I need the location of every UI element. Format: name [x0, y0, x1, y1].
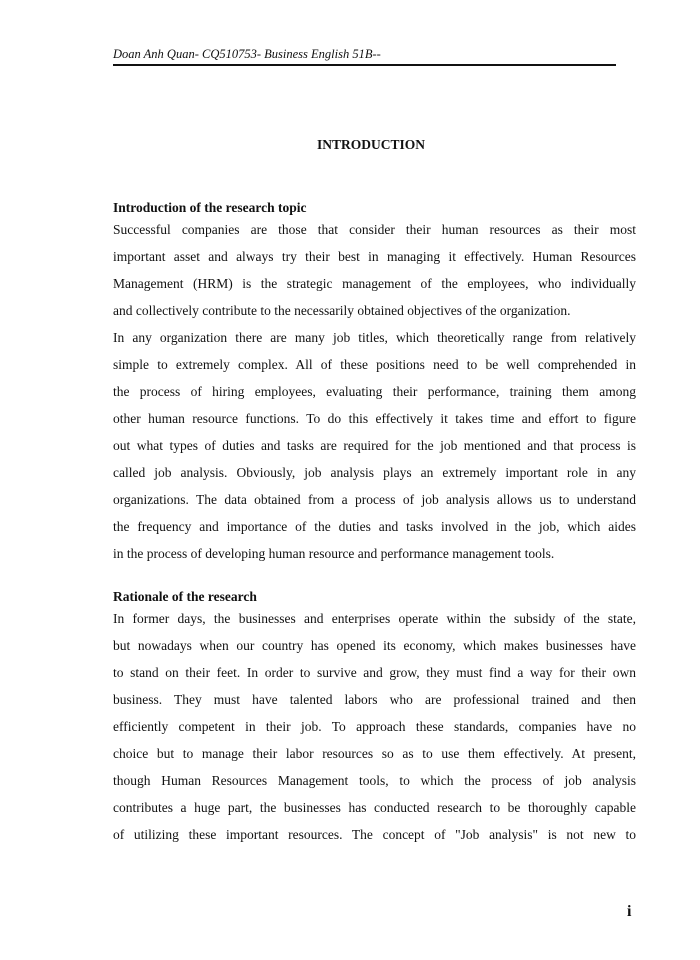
body-text-line: the frequency and importance of the duties and tasks involved in the job, which aides [113, 519, 636, 534]
body-text-line: In any organization there are many job titles, which theoretically range from relatively [113, 330, 636, 345]
body-text-line: In former days, the businesses and enterprises operate within the subsidy of the state, [113, 611, 636, 626]
page-title: INTRODUCTION [316, 137, 425, 152]
body-text-line: though Human Resources Management tools, to which the process of job analysis [113, 773, 636, 788]
section-heading-introduction: Introduction of the research topic [113, 200, 307, 215]
body-text-line: Successful companies are those that consider their human resources as their most [113, 222, 636, 237]
body-text-line: choice but to manage their labor resources so as to use them effectively. At present, [113, 746, 636, 761]
body-text-line: out what types of duties and tasks are required for the job mentioned and that process is [113, 438, 636, 453]
body-text-line: the process of hiring employees, evaluating their performance, training them among [113, 384, 636, 399]
body-text-line: of utilizing these important resources. The concept of "Job analysis" is not new to [113, 827, 636, 842]
body-text-line: in the process of developing human resource and performance management tools. [113, 546, 555, 561]
body-text-line: and collectively contribute to the necessarily obtained objectives of the organization. [113, 303, 571, 318]
body-text-line: simple to extremely complex. All of these positions need to be well comprehended in [113, 357, 636, 372]
body-text-line: but nowadays when our country has opened its economy, which makes businesses have [113, 638, 636, 653]
body-text-line: organizations. The data obtained from a process of job analysis allows us to understand [113, 492, 636, 507]
body-text-line: contributes a huge part, the businesses has conducted research to be thoroughly capable [113, 800, 636, 815]
body-text-line: other human resource functions. To do this effectively it takes time and effort to figure [113, 411, 636, 426]
body-text-line: called job analysis. Obviously, job analysis plays an extremely important role in any [113, 465, 636, 480]
body-text-line: to stand on their feet. In order to survive and grow, they must find a way for their own [113, 665, 636, 680]
page-header: Doan Anh Quan- CQ510753- Business English 51B-- [113, 46, 616, 66]
body-text-line: important asset and always try their best in managing it effectively. Human Resources [113, 249, 636, 264]
page-number: i [627, 903, 632, 920]
body-text-line: Management (HRM) is the strategic management of the employees, who individually [113, 276, 636, 291]
body-text-line: business. They must have talented labors who are professional trained and then [113, 692, 636, 707]
section-heading-rationale: Rationale of the research [113, 589, 257, 604]
body-text-line: efficiently competent in their job. To approach these standards, companies have no [113, 719, 636, 734]
